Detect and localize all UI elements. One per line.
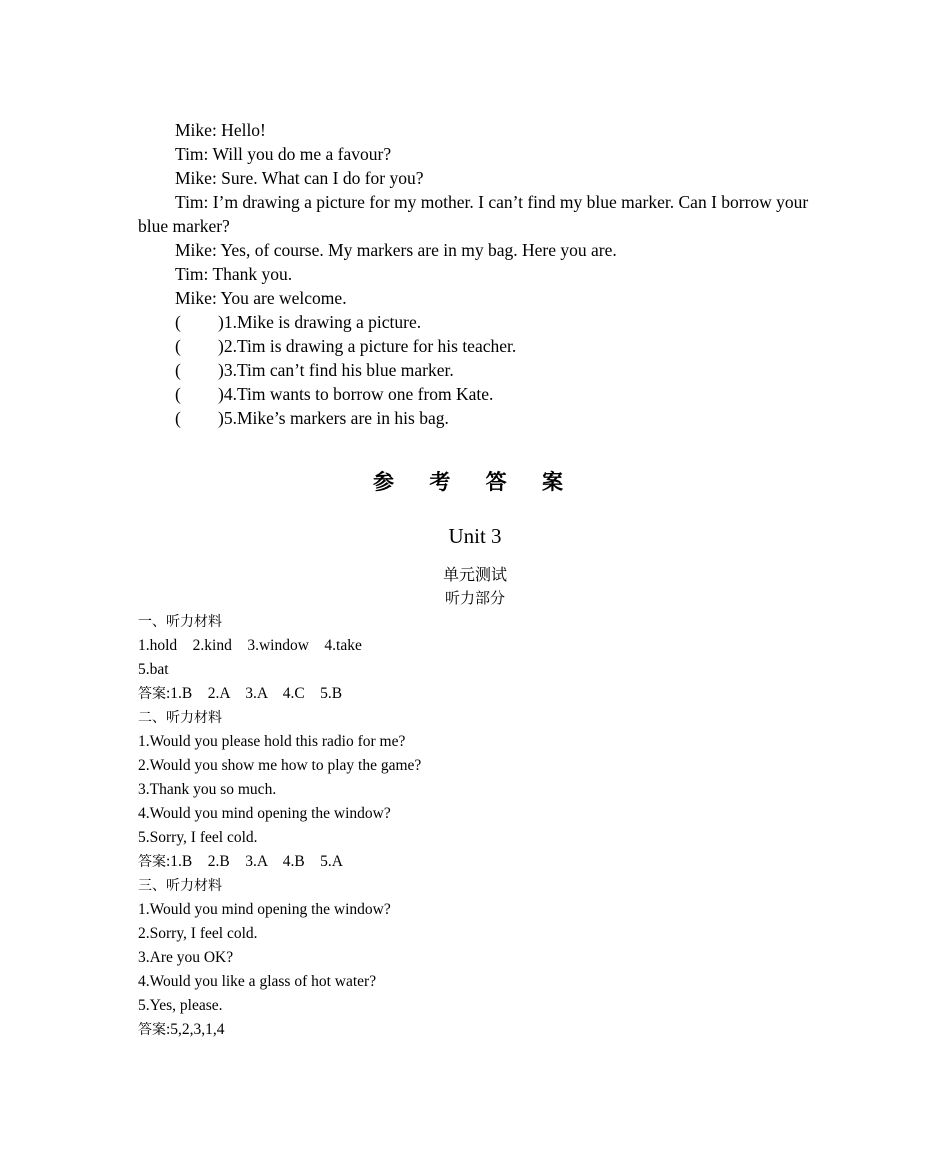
question-text: )5.Mike’s markers are in his bag. [218, 408, 449, 428]
dialogue-line: Mike: Hello! [175, 120, 266, 140]
dialogue-block [138, 118, 818, 430]
answer-line [138, 682, 818, 706]
answer-values: :5,2,3,1,4 [166, 1021, 225, 1038]
answer-key-heading: 参 考 答 案 [373, 470, 577, 494]
dialogue-line: Mike: Sure. What can I do for you? [175, 168, 424, 188]
question-text: )3.Tim can’t find his blue marker. [218, 360, 454, 380]
section-line: 1.Would you please hold this radio for me? [138, 733, 406, 750]
dialogue-line: Tim: I’m drawing a picture for my mother. I can’t find my blue marker. Can I borrow your blue marker? [138, 192, 813, 236]
section-line: 1.Would you mind opening the window? [138, 901, 391, 918]
answer-blank: ( [175, 384, 181, 404]
section-line: 5.Yes, please. [138, 997, 223, 1014]
dialogue-line: Mike: Yes, of course. My markers are in my bag. Here you are. [175, 240, 617, 260]
answer-values: :1.B 2.B 3.A 4.B 5.A [166, 853, 343, 870]
section-line: 5.bat [138, 661, 169, 678]
answer-values: :1.B 2.A 3.A 4.C 5.B [166, 685, 343, 702]
section-line: 4.Would you like a glass of hot water? [138, 973, 377, 990]
question-item [138, 358, 818, 382]
section-line: 5.Sorry, I feel cold. [138, 829, 258, 846]
question-text: )2.Tim is drawing a picture for his teacher. [218, 336, 517, 356]
dialogue-line: Tim: Will you do me a favour? [175, 144, 392, 164]
answer-line [138, 1018, 818, 1042]
listening-subtitle: 听力部分 [444, 589, 505, 607]
section-title: 三、听力材料 [138, 878, 222, 894]
unit-title: Unit 3 [448, 524, 502, 548]
question-item [138, 334, 818, 358]
question-item [138, 382, 818, 406]
answer-blank: ( [175, 312, 181, 332]
section-line: 2.Sorry, I feel cold. [138, 925, 258, 942]
answer-prefix: 答案 [138, 686, 166, 702]
section-line: 4.Would you mind opening the window? [138, 805, 391, 822]
answer-blank: ( [175, 360, 181, 380]
answer-prefix: 答案 [138, 854, 166, 870]
answer-prefix: 答案 [138, 1022, 166, 1038]
test-subtitle: 单元测试 [442, 565, 507, 584]
question-text: )1.Mike is drawing a picture. [218, 312, 422, 332]
answer-line [138, 850, 818, 874]
section-line: 1.hold 2.kind 3.window 4.take [138, 637, 362, 654]
dialogue-line: Mike: You are welcome. [175, 288, 347, 308]
section-title: 一、听力材料 [138, 614, 222, 630]
answer-blank: ( [175, 408, 181, 428]
answer-sections [138, 610, 818, 1042]
section-line: 3.Thank you so much. [138, 781, 277, 798]
answer-blank: ( [175, 336, 181, 356]
section-title: 二、听力材料 [138, 710, 222, 726]
question-item [138, 310, 818, 334]
dialogue-line: Tim: Thank you. [175, 264, 293, 284]
question-text: )4.Tim wants to borrow one from Kate. [218, 384, 494, 404]
question-item [138, 406, 818, 430]
section-line: 3.Are you OK? [138, 949, 234, 966]
section-line: 2.Would you show me how to play the game? [138, 757, 422, 774]
